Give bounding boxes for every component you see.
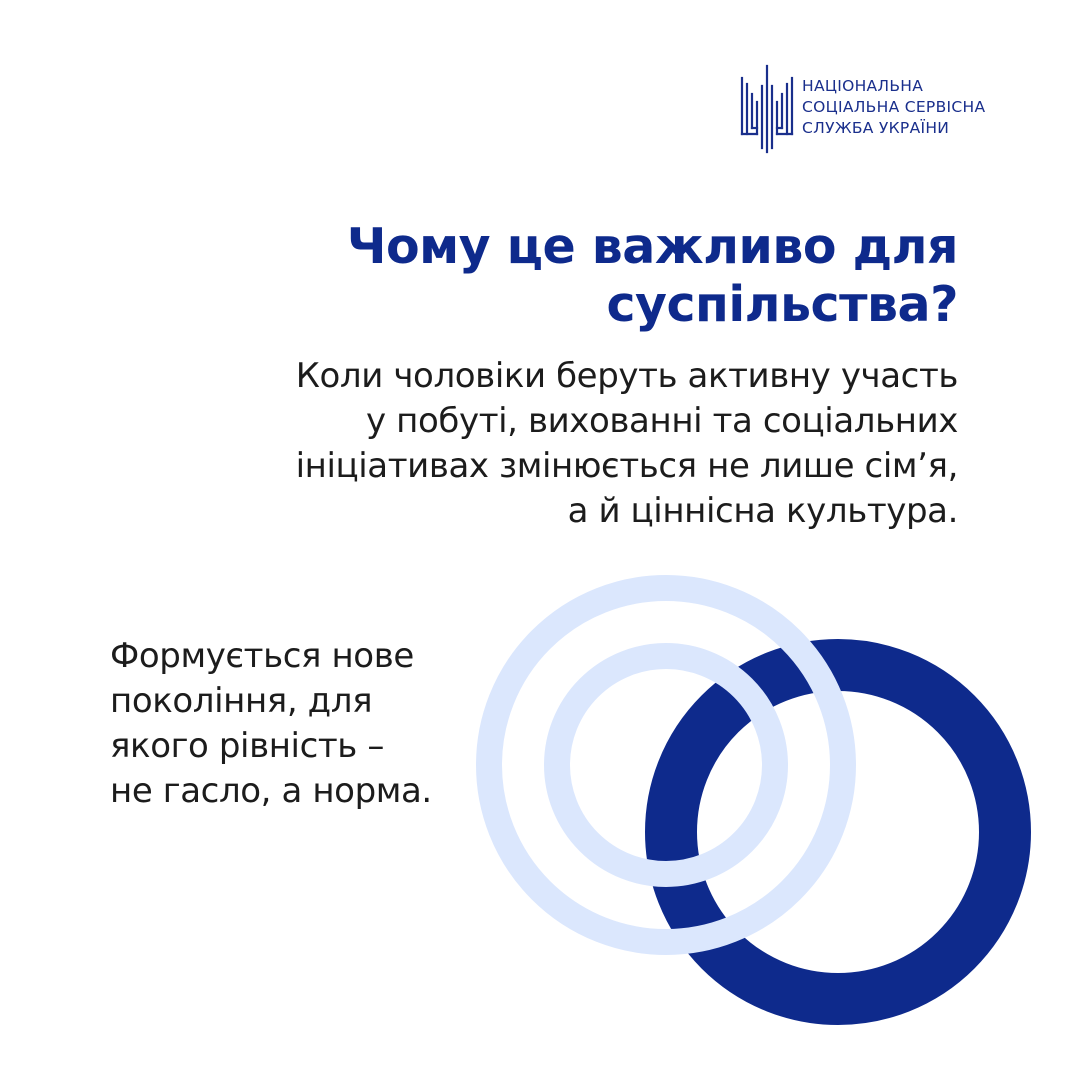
paragraph-line: ініціативах змінюється не лише сім’я,: [295, 446, 958, 486]
page-title: [347, 218, 958, 334]
paragraph-line: Коли чоловіки беруть активну участь: [295, 356, 958, 396]
side-line: Формується нове: [110, 636, 414, 676]
main-paragraph: [296, 354, 958, 534]
logo-line: СЛУЖБА УКРАЇНИ: [802, 118, 950, 137]
title-line: суспільства?: [606, 276, 958, 333]
side-line: якого рівність –: [110, 726, 384, 766]
side-line: покоління, для: [110, 681, 373, 721]
logo-wordmark: [802, 76, 985, 139]
side-line: не гасло, а норма.: [110, 771, 432, 811]
logo: [738, 64, 985, 154]
title-line: Чому це важливо для: [346, 218, 958, 275]
trident-logo-icon: [738, 64, 796, 154]
logo-line: СОЦІАЛЬНА СЕРВІСНА: [802, 97, 986, 116]
paragraph-line: у побуті, вихованні та соціальних: [366, 401, 958, 441]
side-paragraph: [110, 634, 432, 814]
paragraph-line: а й ціннісна культура.: [567, 491, 958, 531]
logo-line: НАЦІОНАЛЬНА: [802, 76, 924, 95]
